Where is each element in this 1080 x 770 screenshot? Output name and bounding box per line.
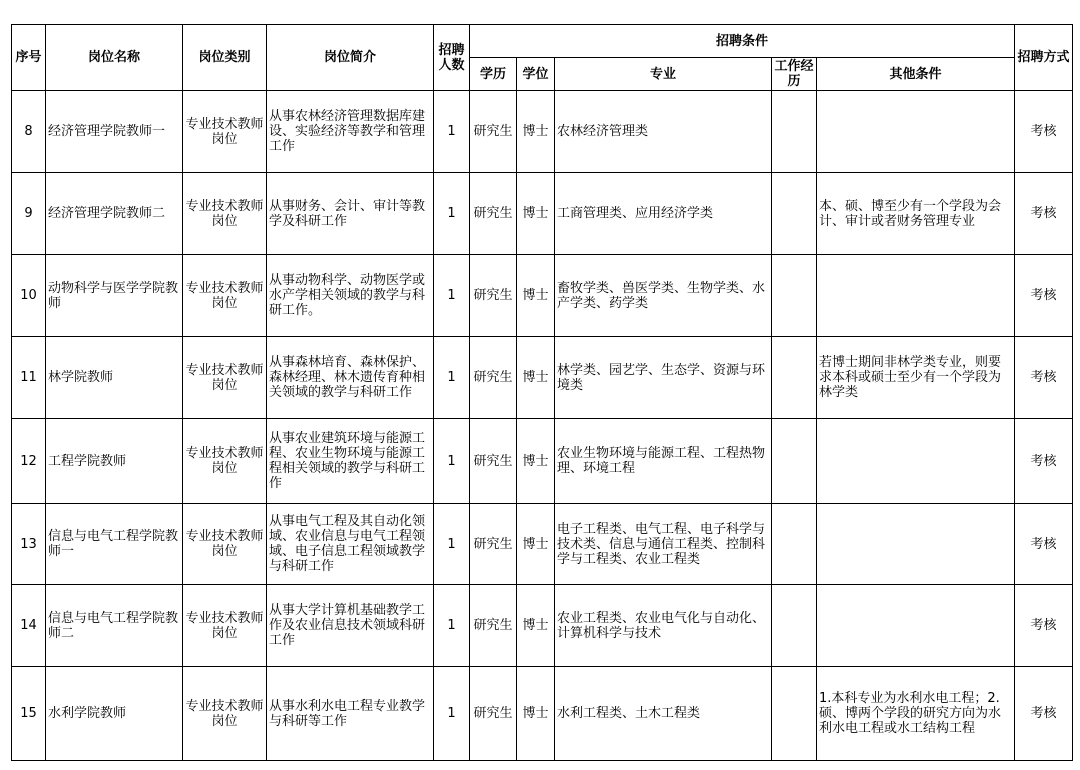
cell-intro: 从事电气工程及其自动化领域、农业信息与电气工程领域、电子信息工程领域教学与科研工作 xyxy=(267,504,434,585)
cell-major: 农业工程类、农业电气化与自动化、计算机科学与技术 xyxy=(555,585,772,667)
cell-seq: 13 xyxy=(12,504,46,585)
cell-type: 专业技术教师岗位 xyxy=(183,667,267,761)
cell-edu: 研究生 xyxy=(470,255,517,337)
cell-other xyxy=(817,419,1015,504)
cell-type: 专业技术教师岗位 xyxy=(183,91,267,173)
cell-major: 农业生物环境与能源工程、工程热物理、环境工程 xyxy=(555,419,772,504)
cell-method: 考核 xyxy=(1015,585,1073,667)
cell-other: 1.本科专业为水利水电工程；2.硕、博两个学段的研究方向为水利水电工程或水工结构工程 xyxy=(817,667,1015,761)
cell-intro: 从事森林培育、森林保护、森林经理、林木遗传育种相关领域的教学与科研工作 xyxy=(267,337,434,419)
cell-count: 1 xyxy=(434,667,470,761)
cell-name: 动物科学与医学学院教师 xyxy=(46,255,183,337)
cell-type: 专业技术教师岗位 xyxy=(183,337,267,419)
cell-name: 经济管理学院教师二 xyxy=(46,173,183,255)
cell-count: 1 xyxy=(434,585,470,667)
cell-name: 信息与电气工程学院教师一 xyxy=(46,504,183,585)
cell-other: 本、硕、博至少有一个学段为会计、审计或者财务管理专业 xyxy=(817,173,1015,255)
table-row xyxy=(12,173,1073,255)
cell-seq: 10 xyxy=(12,255,46,337)
cell-count: 1 xyxy=(434,91,470,173)
cell-other xyxy=(817,585,1015,667)
cell-name: 工程学院教师 xyxy=(46,419,183,504)
cell-edu: 研究生 xyxy=(470,504,517,585)
cell-exp xyxy=(772,667,817,761)
cell-other xyxy=(817,255,1015,337)
cell-method: 考核 xyxy=(1015,91,1073,173)
header-recruit-count: 招聘人数 xyxy=(434,25,470,91)
header-education: 学历 xyxy=(470,58,517,91)
table-row xyxy=(12,504,1073,585)
cell-method: 考核 xyxy=(1015,255,1073,337)
cell-edu: 研究生 xyxy=(470,585,517,667)
header-post-intro: 岗位简介 xyxy=(267,25,434,91)
cell-seq: 12 xyxy=(12,419,46,504)
cell-major: 水利工程类、土木工程类 xyxy=(555,667,772,761)
table-row xyxy=(12,667,1073,761)
header-degree: 学位 xyxy=(517,58,555,91)
cell-degree: 博士 xyxy=(517,667,555,761)
cell-other: 若博士期间非林学类专业，则要求本科或硕士至少有一个学段为林学类 xyxy=(817,337,1015,419)
cell-degree: 博士 xyxy=(517,255,555,337)
cell-intro: 从事财务、会计、审计等教学及科研工作 xyxy=(267,173,434,255)
cell-type: 专业技术教师岗位 xyxy=(183,419,267,504)
cell-count: 1 xyxy=(434,504,470,585)
cell-degree: 博士 xyxy=(517,91,555,173)
cell-exp xyxy=(772,585,817,667)
header-conditions: 招聘条件 xyxy=(470,25,1015,58)
cell-method: 考核 xyxy=(1015,667,1073,761)
cell-name: 经济管理学院教师一 xyxy=(46,91,183,173)
header-post-type: 岗位类别 xyxy=(183,25,267,91)
cell-other xyxy=(817,91,1015,173)
cell-degree: 博士 xyxy=(517,585,555,667)
cell-degree: 博士 xyxy=(517,337,555,419)
cell-count: 1 xyxy=(434,255,470,337)
cell-edu: 研究生 xyxy=(470,337,517,419)
cell-exp xyxy=(772,419,817,504)
cell-seq: 8 xyxy=(12,91,46,173)
cell-intro: 从事农林经济管理数据库建设、实验经济等教学和管理工作 xyxy=(267,91,434,173)
cell-exp xyxy=(772,255,817,337)
cell-other xyxy=(817,504,1015,585)
cell-edu: 研究生 xyxy=(470,419,517,504)
cell-method: 考核 xyxy=(1015,337,1073,419)
cell-major: 农林经济管理类 xyxy=(555,91,772,173)
cell-count: 1 xyxy=(434,419,470,504)
cell-name: 水利学院教师 xyxy=(46,667,183,761)
cell-edu: 研究生 xyxy=(470,173,517,255)
cell-intro: 从事农业建筑环境与能源工程、农业生物环境与能源工程相关领域的教学与科研工作 xyxy=(267,419,434,504)
cell-major: 电子工程类、电气工程、电子科学与技术类、信息与通信工程类、控制科学与工程类、农业工程类 xyxy=(555,504,772,585)
cell-exp xyxy=(772,173,817,255)
cell-name: 信息与电气工程学院教师二 xyxy=(46,585,183,667)
header-work-exp: 工作经历 xyxy=(772,58,817,91)
cell-intro: 从事水利水电工程专业教学与科研等工作 xyxy=(267,667,434,761)
cell-type: 专业技术教师岗位 xyxy=(183,255,267,337)
header-other: 其他条件 xyxy=(817,58,1015,91)
cell-method: 考核 xyxy=(1015,173,1073,255)
cell-edu: 研究生 xyxy=(470,91,517,173)
cell-type: 专业技术教师岗位 xyxy=(183,173,267,255)
table-row xyxy=(12,255,1073,337)
cell-seq: 11 xyxy=(12,337,46,419)
cell-intro: 从事大学计算机基础教学工作及农业信息技术领域科研工作 xyxy=(267,585,434,667)
cell-exp xyxy=(772,337,817,419)
cell-intro: 从事动物科学、动物医学或水产学相关领域的教学与科研工作。 xyxy=(267,255,434,337)
recruitment-table xyxy=(11,24,1073,761)
cell-method: 考核 xyxy=(1015,419,1073,504)
cell-degree: 博士 xyxy=(517,173,555,255)
cell-method: 考核 xyxy=(1015,504,1073,585)
cell-degree: 博士 xyxy=(517,419,555,504)
cell-count: 1 xyxy=(434,173,470,255)
cell-edu: 研究生 xyxy=(470,667,517,761)
cell-name: 林学院教师 xyxy=(46,337,183,419)
cell-exp xyxy=(772,91,817,173)
cell-degree: 博士 xyxy=(517,504,555,585)
cell-major: 林学类、园艺学、生态学、资源与环境类 xyxy=(555,337,772,419)
table-row xyxy=(12,419,1073,504)
header-major: 专业 xyxy=(555,58,772,91)
header-seq: 序号 xyxy=(12,25,46,91)
header-post-name: 岗位名称 xyxy=(46,25,183,91)
cell-type: 专业技术教师岗位 xyxy=(183,585,267,667)
cell-seq: 15 xyxy=(12,667,46,761)
table-row xyxy=(12,91,1073,173)
cell-major: 畜牧学类、兽医学类、生物学类、水产学类、药学类 xyxy=(555,255,772,337)
cell-type: 专业技术教师岗位 xyxy=(183,504,267,585)
table-row xyxy=(12,337,1073,419)
cell-count: 1 xyxy=(434,337,470,419)
cell-major: 工商管理类、应用经济学类 xyxy=(555,173,772,255)
header-method: 招聘方式 xyxy=(1015,25,1073,91)
cell-seq: 14 xyxy=(12,585,46,667)
cell-seq: 9 xyxy=(12,173,46,255)
cell-exp xyxy=(772,504,817,585)
table-row xyxy=(12,585,1073,667)
